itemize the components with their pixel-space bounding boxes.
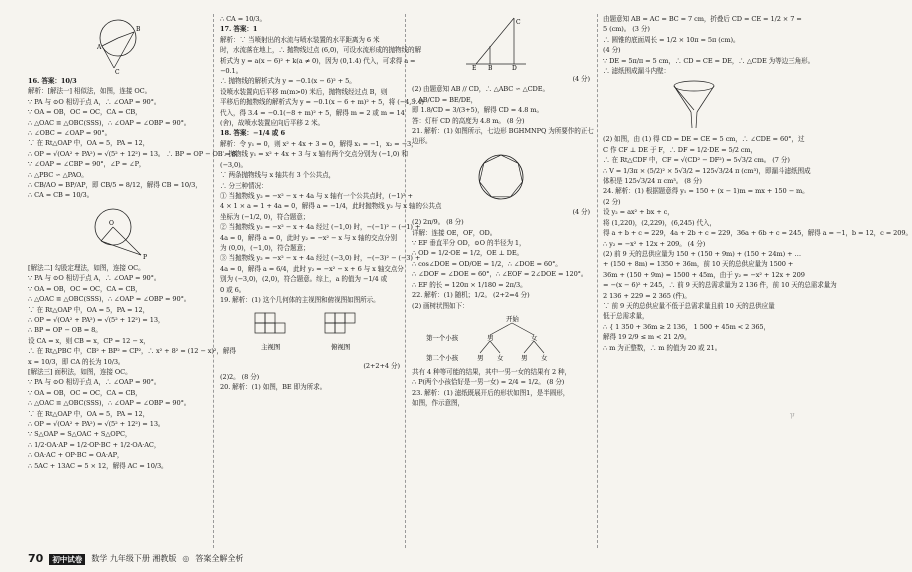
text-line: ∵ 在 Rt△OAP 中，OA = 5，PA = 12， <box>28 305 150 314</box>
text-line: ③ 当抛物线 y₂ = −x² − x + 4a 经过 (−3,0) 时，−(−3)² − (−3) + <box>220 254 421 263</box>
text-line: ∴ { 1 350 + 36m ≥ 2 136， 1 500 + 45m < 2 365， <box>603 322 771 331</box>
text-line: ∴ 5AC + 13AC = 5 × 12，解得 AC = 10/3。 <box>28 461 168 470</box>
text-line: 析式为 y = a(x − 6)² + k(a ≠ 0)，因为 (0,1.4) 代入，可求得 a = <box>220 56 416 65</box>
column-4 <box>603 14 912 548</box>
column-divider <box>213 14 214 548</box>
text-line: ∵ EF 垂直平分 OD，⊙O 的半径为 1， <box>412 239 526 248</box>
text-line: ∴ OP = √(OA² + PA²) = √(5² + 12²) = 13， <box>28 315 165 324</box>
text-line: + (150 + 8m) = 1350 + 36m，前 10 天的总供应量为 1500 + <box>603 260 794 269</box>
text-line: 时，水流落在地上，∴ 抛物线过点 (6,0)，可设水流形成的抛物线的解 <box>220 46 421 55</box>
text-line: C 作 CF ⊥ DE 于 F，∴ DF = 1/2·DE = 5/2 cm， <box>603 145 758 154</box>
text-line: 别为 (−3,0)，(2,0)，符合题意。综上，a 的值为 −1/4 或 <box>220 275 388 284</box>
text-line: ∴ V = 1/3π × (5/2)² × 5√3/2 = 125√3/24 π (cm³)，即漏斗滤纸围成 <box>603 166 811 175</box>
text-line: 18. 答案：−1/4 或 6 <box>220 129 285 138</box>
text-line: ∴ CB/AO = BP/AP，即 CB/5 = 8/12，解得 CB = 10/3， <box>28 181 202 190</box>
tree-l1-girl: 女 <box>531 333 538 342</box>
label-P: P <box>143 253 147 261</box>
series-title: 数学 九年级下册 湘教版 <box>91 554 177 563</box>
text-line: 即 1.8/CD = 3/(3+5)，解得 CD = 4.8 m。 <box>412 106 543 115</box>
text-line: 4a = 0，解得 a = 0，此时 y₂ = −x² − x 与 x 轴的交点分别 <box>220 233 398 242</box>
top-view-label: 俯视图 <box>331 343 351 352</box>
text-line: 4a = 0，解得 a = 6/4，此时 y₂ = −x² − x + 6 与 x 轴交点分 <box>220 264 404 273</box>
label-O: O <box>109 219 114 227</box>
column-divider <box>405 14 406 548</box>
series-suffix: 答案全解全析 <box>195 554 244 563</box>
text-line: ∴ 在 Rt△PBC 中，CB² + BP² = CP²，∴ x² + 8² = (12 − x)²，解得 <box>28 347 236 356</box>
text-line: 设 CA = x，则 CB = x，CP = 12 − x， <box>28 336 150 345</box>
side-mark: ㄗ <box>788 411 796 420</box>
text-line: ∵ OA = OB，OC = OC，CA = CB， <box>28 284 142 293</box>
text-line: ∴ 1/2·OA·AP = 1/2·OP·BC + 1/2·OA·AC， <box>28 440 161 449</box>
brand-badge: 初中试卷 <box>49 554 85 565</box>
text-line: ∴ EF 的长 = 120π × 1/180 = 2π/3。 <box>412 280 527 289</box>
text-line: ∴ m 为正整数，∴ m 的值为 20 或 21。 <box>603 343 722 352</box>
text-line: (4 分) <box>572 207 590 216</box>
text-line: ∴ y₂ = −x² + 12x + 209。 (4 分) <box>603 239 706 248</box>
heptagon-figure <box>471 149 531 205</box>
text-line: ∵ DE = 5π/π = 5 cm，∴ CD = CE = DE，∴ △CDE 为等边三角形。 <box>603 56 815 65</box>
text-line: (2) 前 9 天的总供应量为 150 + (150 + 9m) + (150 + 24m) + … <box>603 249 801 258</box>
text-line: 36m + (150 + 9m) = 1500 + 45m，由于 y₂ = −x² + 12x + 209 <box>603 270 805 279</box>
text-line: ∴ BP = OP − OB = 8。 <box>28 326 102 335</box>
text-line: ∴ OP = √(OA² + PA²) = √(5² + 12²) = 13。 <box>28 419 165 428</box>
copyright-icon: ◎ <box>182 554 190 563</box>
text-line: ② 当抛物线 y₂ = −x² − x + 4a 经过 (−1,0) 时，−(−1)² − (−1) + <box>220 223 421 232</box>
circle-tangent-figure <box>88 16 148 74</box>
text-line: ∵ PA 与 ⊙O 相切于点 A，∴ ∠OAP = 90°。 <box>28 97 161 106</box>
tree-l1-boy: 男 <box>487 333 494 342</box>
text-line: 设 y₂ = ax² + bx + c， <box>603 208 674 217</box>
text-line: ∵ OA = OB，OC = OC，CA = CB， <box>28 388 142 397</box>
text-line: (4 分) <box>603 46 621 55</box>
text-line: ∴ CA = CB = 10/3。 <box>28 191 94 200</box>
text-line: ∴ P(两个小孩恰好是一男一女) = 2/4 = 1/2。 (8 分) <box>412 378 565 387</box>
text-line: (2) 如图，由 (1) 得 CD = DE = CE = 5 cm，∴ ∠CDE = 60°，过 <box>603 135 805 144</box>
text-line: ∴ 圆锥的底面周长 = 1/2 × 10π = 5π (cm)。 <box>603 35 740 44</box>
text-line: ① 当抛物线 y₂ = −x² − x + 4a 与 x 轴有一个公共点时，(−1)² + <box>220 191 413 200</box>
text-line: 解得 19 2/9 ≤ m < 21 2/9。 <box>603 333 691 342</box>
tree-level1-label: 第一个小孩 <box>426 333 459 342</box>
tree-diagram <box>416 313 586 365</box>
tree-root: 开始 <box>506 314 519 323</box>
text-line: ∴ △OAC ≌ △OBC(SSS)，∴ ∠OAP = ∠OBP = 90°。 <box>28 295 191 304</box>
text-line: x = 10/3，即 CA 的长为 10/3。 <box>28 357 125 366</box>
text-line: 平移后的抛物线的解析式为 y = −0.1(x − 6 + m)² + 5，将 (−4,3.4) <box>220 98 424 107</box>
text-line: (舍)，故喷水装置应向后平移 2 米。 <box>220 119 324 128</box>
text-line: 代入，得 3.4 = −0.1(−8 + m)² + 5，解得 m = 2 或 m = 14 <box>220 108 405 117</box>
tree-l2-a: 男 <box>477 353 484 362</box>
text-line: ∴ ∠OBC = ∠OAP = 90°。 <box>28 129 112 138</box>
funnel-figure <box>664 78 724 132</box>
circle-tangent-figure-2 <box>83 203 153 261</box>
tree-l2-c: 男 <box>521 353 528 362</box>
text-line: 2 136 + 229 = 2 365 (件)。 <box>603 291 691 300</box>
text-line: 详解：连接 OE，OF，OD。 <box>412 228 497 237</box>
column-divider <box>597 14 598 548</box>
text-line: 0 或 6。 <box>220 285 246 294</box>
text-line: 共有 4 种等可能的结果，其中一男一女的结果有 2 种， <box>412 367 572 376</box>
text-line: (2+2+4 分) <box>363 362 400 371</box>
text-line: ∴ 抛物线 y₁ = x² + 4x + 3 与 x 轴有两个交点分别为 (−1,0) 和 <box>220 150 408 159</box>
text-line: 解析：∵ 当喷射出的水流与喷水装置的水平距离为 6 米 <box>220 35 380 44</box>
label-B: B <box>136 26 141 33</box>
text-line: ∵ ∠OAP = ∠CBP = 90°，∠P = ∠P， <box>28 160 146 169</box>
text-line: 设喷水装置向后平移 m(m>0) 米后，抛物线经过点 B，则 <box>220 87 388 96</box>
text-line: 低于总需求量， <box>603 312 649 321</box>
text-line: ∵ 在 Rt△OAP 中，OA = 5，PA = 12， <box>28 139 150 148</box>
text-line: ∵ OA = OB，OC = OC，CA = CB， <box>28 108 142 117</box>
text-line: ∵ 两条抛物线与 x 轴共有 3 个公共点， <box>220 171 336 180</box>
text-line: ∴ 滤纸围成漏斗内壁： <box>603 67 670 76</box>
page-number: 70 <box>28 552 44 565</box>
text-line: ∵ 前 9 天的总供应量不低于总需求量且前 10 天的总供应量 <box>603 301 775 310</box>
text-line: 体积是 125√3/24 π cm³。 (8 分) <box>603 177 702 186</box>
lamp-shadow-figure <box>456 16 546 72</box>
text-line: 如图，作示意图， <box>412 399 464 408</box>
tree-level2-label: 第二个小孩 <box>426 353 459 362</box>
text-line: 为 (0,0)，(−1,0)，符合题意； <box>220 243 310 252</box>
text-line: 16. 答案：10/3 <box>28 77 77 85</box>
text-line: 24. 解析：(1) 根据题意得 y₁ = 150 + (x − 1)m = mx + 150 − m。 <box>603 187 809 196</box>
text-line: ∴ cos∠DOE = OD/OE = 1/2，∴ ∠DOE = 60°。 <box>412 259 562 268</box>
text-line: ∴ CA = 10/3。 <box>220 15 267 23</box>
label-B2: B <box>488 65 493 72</box>
text-line: ∴ OA·AC + OP·BC = OA·AP， <box>28 451 124 460</box>
tree-l2-b: 女 <box>497 353 504 362</box>
tree-l2-d: 女 <box>541 353 548 362</box>
text-line: (2) 画树状图如下： <box>412 301 469 310</box>
text-line: ∴ AB/CD = BE/DE， <box>412 95 478 104</box>
label-C: C <box>115 69 120 76</box>
page-footer <box>28 552 243 566</box>
text-line: 解析：令 y₁ = 0，则 x² + 4x + 3 = 0，解得 x₁ = −1，x₂ = −3， <box>220 139 418 148</box>
label-A: A <box>97 44 102 51</box>
text-line: [解法三] 面积法，如图，连接 OC。 <box>28 367 132 376</box>
text-line: 19. 解析：(1) 这个几何体的主视图和俯视图如图所示。 <box>220 295 380 304</box>
text-line: ∴ OP = √(OA² + PA²) = √(5² + 12²) = 13。 ∴ BP = OP − OB = 8。 <box>28 149 243 158</box>
text-line: 得 a + b + c = 229，4a + 2b + c = 229，36a + 6b + c = 245，解得 a = −1，b = 12，c = 209。 <box>603 229 912 238</box>
text-line: ∵ PA 与 ⊙O 相切于点 A，∴ ∠OAP = 90°。 <box>28 378 161 387</box>
text-line: ∴ 抛物线的解析式为 y = −0.1(x − 6)² + 5。 <box>220 77 356 86</box>
label-C2: C <box>516 19 521 26</box>
text-line: (2) 2π/9。 (8 分) <box>412 218 464 227</box>
label-D: D <box>512 65 517 72</box>
text-line: 解析：[解法一] 相似法，如图，连接 OC。 <box>28 87 152 96</box>
text-line: 坐标为 (−1/2, 0)，符合题意； <box>220 212 310 221</box>
label-E: E <box>472 65 477 72</box>
text-line: = −(x − 6)² + 245，∴ 前 9 天的总需求量为 2 136 件，前 10 天的总需求量为 <box>603 281 837 290</box>
text-line: 5 (cm)。 (3 分) <box>603 25 650 34</box>
text-line: 答：灯杆 CD 的高度为 4.8 m。 (8 分) <box>412 116 525 125</box>
text-line: (2) 由题意知 AB // CD，∴ △ABC ∽ △CDE。 <box>412 85 549 94</box>
text-line: (2 分) <box>603 197 621 206</box>
text-line: 23. 解析：(1) 滤纸既展开后的形状如图1，是半圆形， <box>412 388 570 397</box>
text-line: −0.1。 <box>220 67 243 76</box>
three-views-figure <box>235 307 385 359</box>
text-line: ∴ OD = 1/2·OE = 1/2，OE ⊥ DE。 <box>412 249 524 258</box>
text-line: 4 × 1 × a = 1 + 4a = 0，解得 a = −1/4，此时抛物线 y₂ 与 x 轴的公共点 <box>220 202 442 211</box>
text-line: ∵ PA 与 ⊙O 相切于点 A，∴ ∠OAP = 90°。 <box>28 274 161 283</box>
text-line: ∴ △PBC ∽ △PAO。 <box>28 170 88 179</box>
text-line: ∵ 在 Rt△OAP 中，OA = 5，PA = 12， <box>28 409 150 418</box>
column-3 <box>412 14 594 548</box>
text-line: ∴ 分三种情况： <box>220 181 268 190</box>
text-line: 边形。 <box>412 137 432 146</box>
text-line: [解法二] 勾股定理法，如图，连接 OC。 <box>28 263 145 272</box>
front-view-label: 主视图 <box>261 343 281 352</box>
text-line: 将 (1,220)，(2,229)，(6,245) 代入， <box>603 218 716 227</box>
text-line: ∴ △OAC ≌ △OBC(SSS)，∴ ∠OAP = ∠OBP = 90°。 <box>28 399 191 408</box>
text-line: ∴ 在 Rt△CDF 中，CF = √(CD² − DF²) = 5√3/2 cm。 (7 分) <box>603 156 790 165</box>
text-line: (4 分) <box>572 75 590 83</box>
text-line: 由题意知 AB = AC = BC = 7 cm，折叠后 CD = CE = 1/2 × 7 = <box>603 15 802 23</box>
text-line: ∴ ∠DOF = ∠DOE = 60°，∴ ∠EOF = 2∠DOE = 120°。 <box>412 270 588 279</box>
text-line: (2)2。 (8 分) <box>220 372 260 381</box>
text-line: 17. 答案：1 <box>220 25 258 34</box>
text-line: 20. 解析：(1) 如图，BE 即为所求。 <box>220 383 327 392</box>
text-line: ∵ S△OAP = S△OAC + S△OPC， <box>28 430 132 439</box>
text-line: ∴ △OAC ≌ △OBC(SSS)，∴ ∠OAP = ∠OBP = 90°。 <box>28 118 191 127</box>
text-line: 22. 解析：(1) 随机；1/2。 (2+2=4 分) <box>412 291 530 300</box>
text-line: (−3,0)。 <box>220 160 248 169</box>
text-line: 21. 解析：(1) 如图所示，七边形 BGHMNPQ 为所要作的正七 <box>412 127 594 136</box>
